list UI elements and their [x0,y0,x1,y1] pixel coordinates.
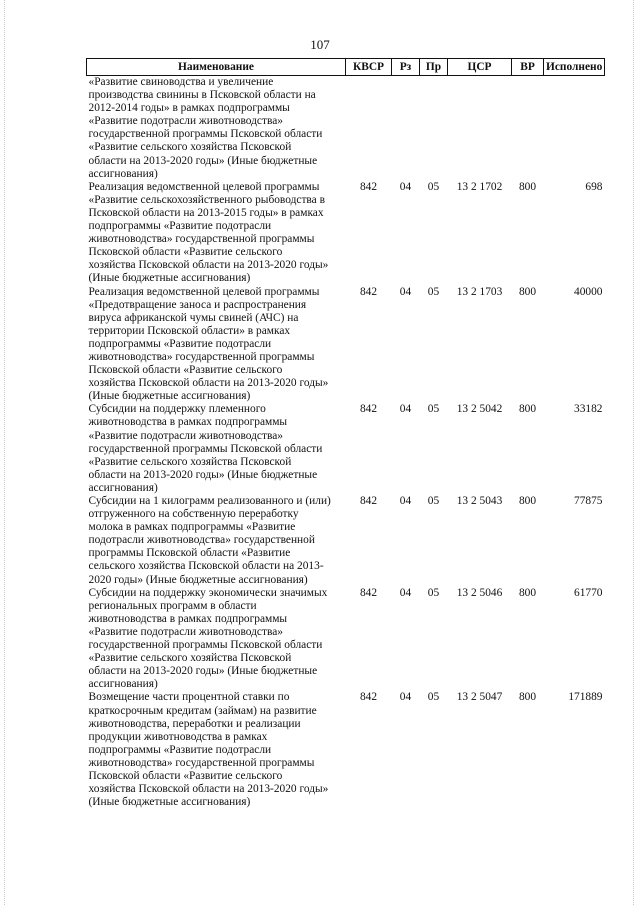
header-row [87,59,605,76]
table-header [87,59,605,76]
row-name-line: Псковской области «Развитие сельского [88,246,283,259]
table-row [87,286,605,404]
row-rz: 04 [399,691,412,704]
row-rz: 04 [399,586,412,599]
row-name-line: животноводства в рамках подпрограммы [88,612,288,625]
row-name-line: подпрограммы «Развитие подотрасли [88,337,272,350]
table-row [87,403,605,495]
row-amount: 61770 [574,586,603,599]
row-pr [420,76,448,181]
row-name-line: (Иные бюджетные ассигнования) [88,390,251,403]
row-name [87,181,346,286]
row-amount: 77875 [574,495,603,507]
row-vr: 800 [518,586,537,599]
row-name-line: животноводства в рамках подпрограммы [88,416,288,429]
row-name-line: 2020 годы» (Иные бюджетные ассигнования) [88,573,308,586]
row-name-line: отгруженного на собственную переработку [88,508,299,521]
header-vr: ВР [512,59,544,76]
row-name-line: «Развитие подотрасли животноводства» [88,115,283,128]
row-name-line: Реализация ведомственной целевой программы [88,285,320,298]
header-pr: Пр [420,59,448,76]
row-name-line: Возмещение части процентной ставки по [88,691,290,704]
header-rz: Рз [392,59,420,76]
table-row [87,76,605,181]
row-name-line: «Развитие сельского хозяйства Псковской [88,455,292,468]
row-name-line: краткосрочным кредитам (займам) на развитие [88,704,317,717]
row-name-line: ассигнования) [88,167,158,180]
row-name [87,403,346,495]
row-name-line: хозяйства Псковской области на 2013-2020 годы» [88,259,329,272]
row-name-line: программы Псковской области «Развитие [88,547,291,560]
row-name-line: государственной программы Псковской области [88,639,323,652]
row-name-line: области на 2013-2020 годы» (Иные бюджетные [88,154,318,167]
row-csr: 13 2 1702 [456,180,503,193]
table-row [87,587,605,692]
row-vr: 800 [518,691,537,704]
row-rz: 04 [399,180,412,193]
row-name-line: подпрограммы «Развитие подотрасли [88,743,272,756]
row-pr: 05 [427,495,440,507]
row-rz: 04 [399,285,412,298]
table-row [87,181,605,286]
header-csr: ЦСР [448,59,512,76]
row-name-line: территории Псковской области» в рамках [88,324,291,337]
row-name [87,495,346,587]
row-name-line: «Развитие сельского хозяйства Псковской [88,652,292,665]
row-name-line: области на 2013-2020 годы» (Иные бюджетные [88,468,318,481]
row-name-line: государственной программы Псковской области [88,128,323,141]
row-name [87,691,346,809]
row-kvsr: 842 [359,691,378,704]
row-name-line: Псковской области «Развитие сельского [88,769,283,782]
header-amount: Исполнено [544,59,605,76]
row-pr: 05 [427,403,440,416]
row-amount: 40000 [574,285,603,298]
row-vr: 800 [518,495,537,507]
row-kvsr: 842 [359,403,378,416]
row-name [87,587,346,692]
row-name-line: животноводства, переработки и реализации [88,717,301,730]
row-csr: 13 2 5046 [456,586,503,599]
row-name-line: молока в рамках подпрограммы «Развитие [88,521,296,534]
row-name-line: (Иные бюджетные ассигнования) [88,796,251,809]
row-name-line: Псковской области «Развитие сельского [88,364,283,377]
row-name-line: животноводства» государственной программы [88,350,315,363]
row-rz: 04 [399,403,412,416]
budget-table [86,58,605,809]
row-amount [544,76,605,181]
table-body [87,76,605,810]
row-kvsr: 842 [359,495,378,507]
row-name-line: области на 2013-2020 годы» (Иные бюджетные [88,665,318,678]
row-name [87,76,346,181]
row-name [87,286,346,404]
row-name-line: хозяйства Псковской области на 2013-2020 годы» [88,377,329,390]
page-number: 107 [310,37,330,52]
row-pr: 05 [427,691,440,704]
row-pr: 05 [427,180,440,193]
row-name-line: Субсидии на 1 килограмм реализованного и (или) [88,495,331,507]
row-name-line: подпрограммы «Развитие подотрасли [88,220,272,233]
row-name-line: подотрасли животноводства» государственной [88,534,315,547]
row-name-line: «Предотвращение заноса и распространения [88,298,307,311]
row-csr: 13 2 5042 [456,403,503,416]
row-vr: 800 [518,285,537,298]
row-name-line: региональных программ в области [88,599,257,612]
header-name: Наименование [87,59,346,76]
row-amount: 698 [585,180,603,193]
row-csr: 13 2 1703 [456,285,503,298]
table-row [87,691,605,809]
row-csr: 13 2 5043 [456,495,503,507]
scan-edge-left [4,0,5,905]
row-vr: 800 [518,403,537,416]
row-pr: 05 [427,586,440,599]
row-name-line: животноводства» государственной программы [88,233,315,246]
row-kvsr: 842 [359,586,378,599]
row-name-line: «Развитие сельскохозяйственного рыбоводства в [88,193,325,206]
row-kvsr: 842 [359,180,378,193]
row-name-line: «Развитие подотрасли животноводства» [88,429,283,442]
row-name-line: производства свинины в Псковской области на [88,89,316,102]
row-vr [512,76,544,181]
row-name-line: (Иные бюджетные ассигнования) [88,272,251,285]
row-name-line: ассигнования) [88,678,158,691]
header-kvsr: КВСР [346,59,392,76]
row-pr: 05 [427,285,440,298]
row-csr: 13 2 5047 [456,691,503,704]
row-name-line: «Развитие сельского хозяйства Псковской [88,141,292,154]
row-amount: 171889 [568,691,603,704]
scan-edge-right [633,0,634,905]
row-name-line: животноводства» государственной программы [88,756,315,769]
row-rz [392,76,420,181]
row-name-line: «Развитие свиноводства и увеличение [88,76,274,88]
row-amount: 33182 [574,403,603,416]
row-csr [448,76,512,181]
row-name-line: государственной программы Псковской области [88,442,323,455]
row-name-line: «Развитие подотрасли животноводства» [88,625,283,638]
row-name-line: сельского хозяйства Псковской области на 2013- [88,560,324,573]
row-name-line: Субсидии на поддержку экономически значимых [88,586,328,599]
row-kvsr: 842 [359,285,378,298]
row-name-line: вируса африканской чумы свиней (АЧС) на [88,311,299,324]
row-name-line: продукции животноводства в рамках [88,730,268,743]
table-row [87,495,605,587]
row-name-line: Псковской области на 2013-2015 годы» в рамках [88,206,324,219]
row-name-line: Субсидии на поддержку племенного [88,403,266,416]
row-name-line: 2012-2014 годы» в рамках подпрограммы [88,102,290,115]
row-name-line: хозяйства Псковской области на 2013-2020 годы» [88,783,329,796]
row-rz: 04 [399,495,412,507]
row-name-line: Реализация ведомственной целевой программы [88,180,320,193]
row-vr: 800 [518,180,537,193]
row-name-line: ассигнования) [88,481,158,494]
row-kvsr [346,76,392,181]
